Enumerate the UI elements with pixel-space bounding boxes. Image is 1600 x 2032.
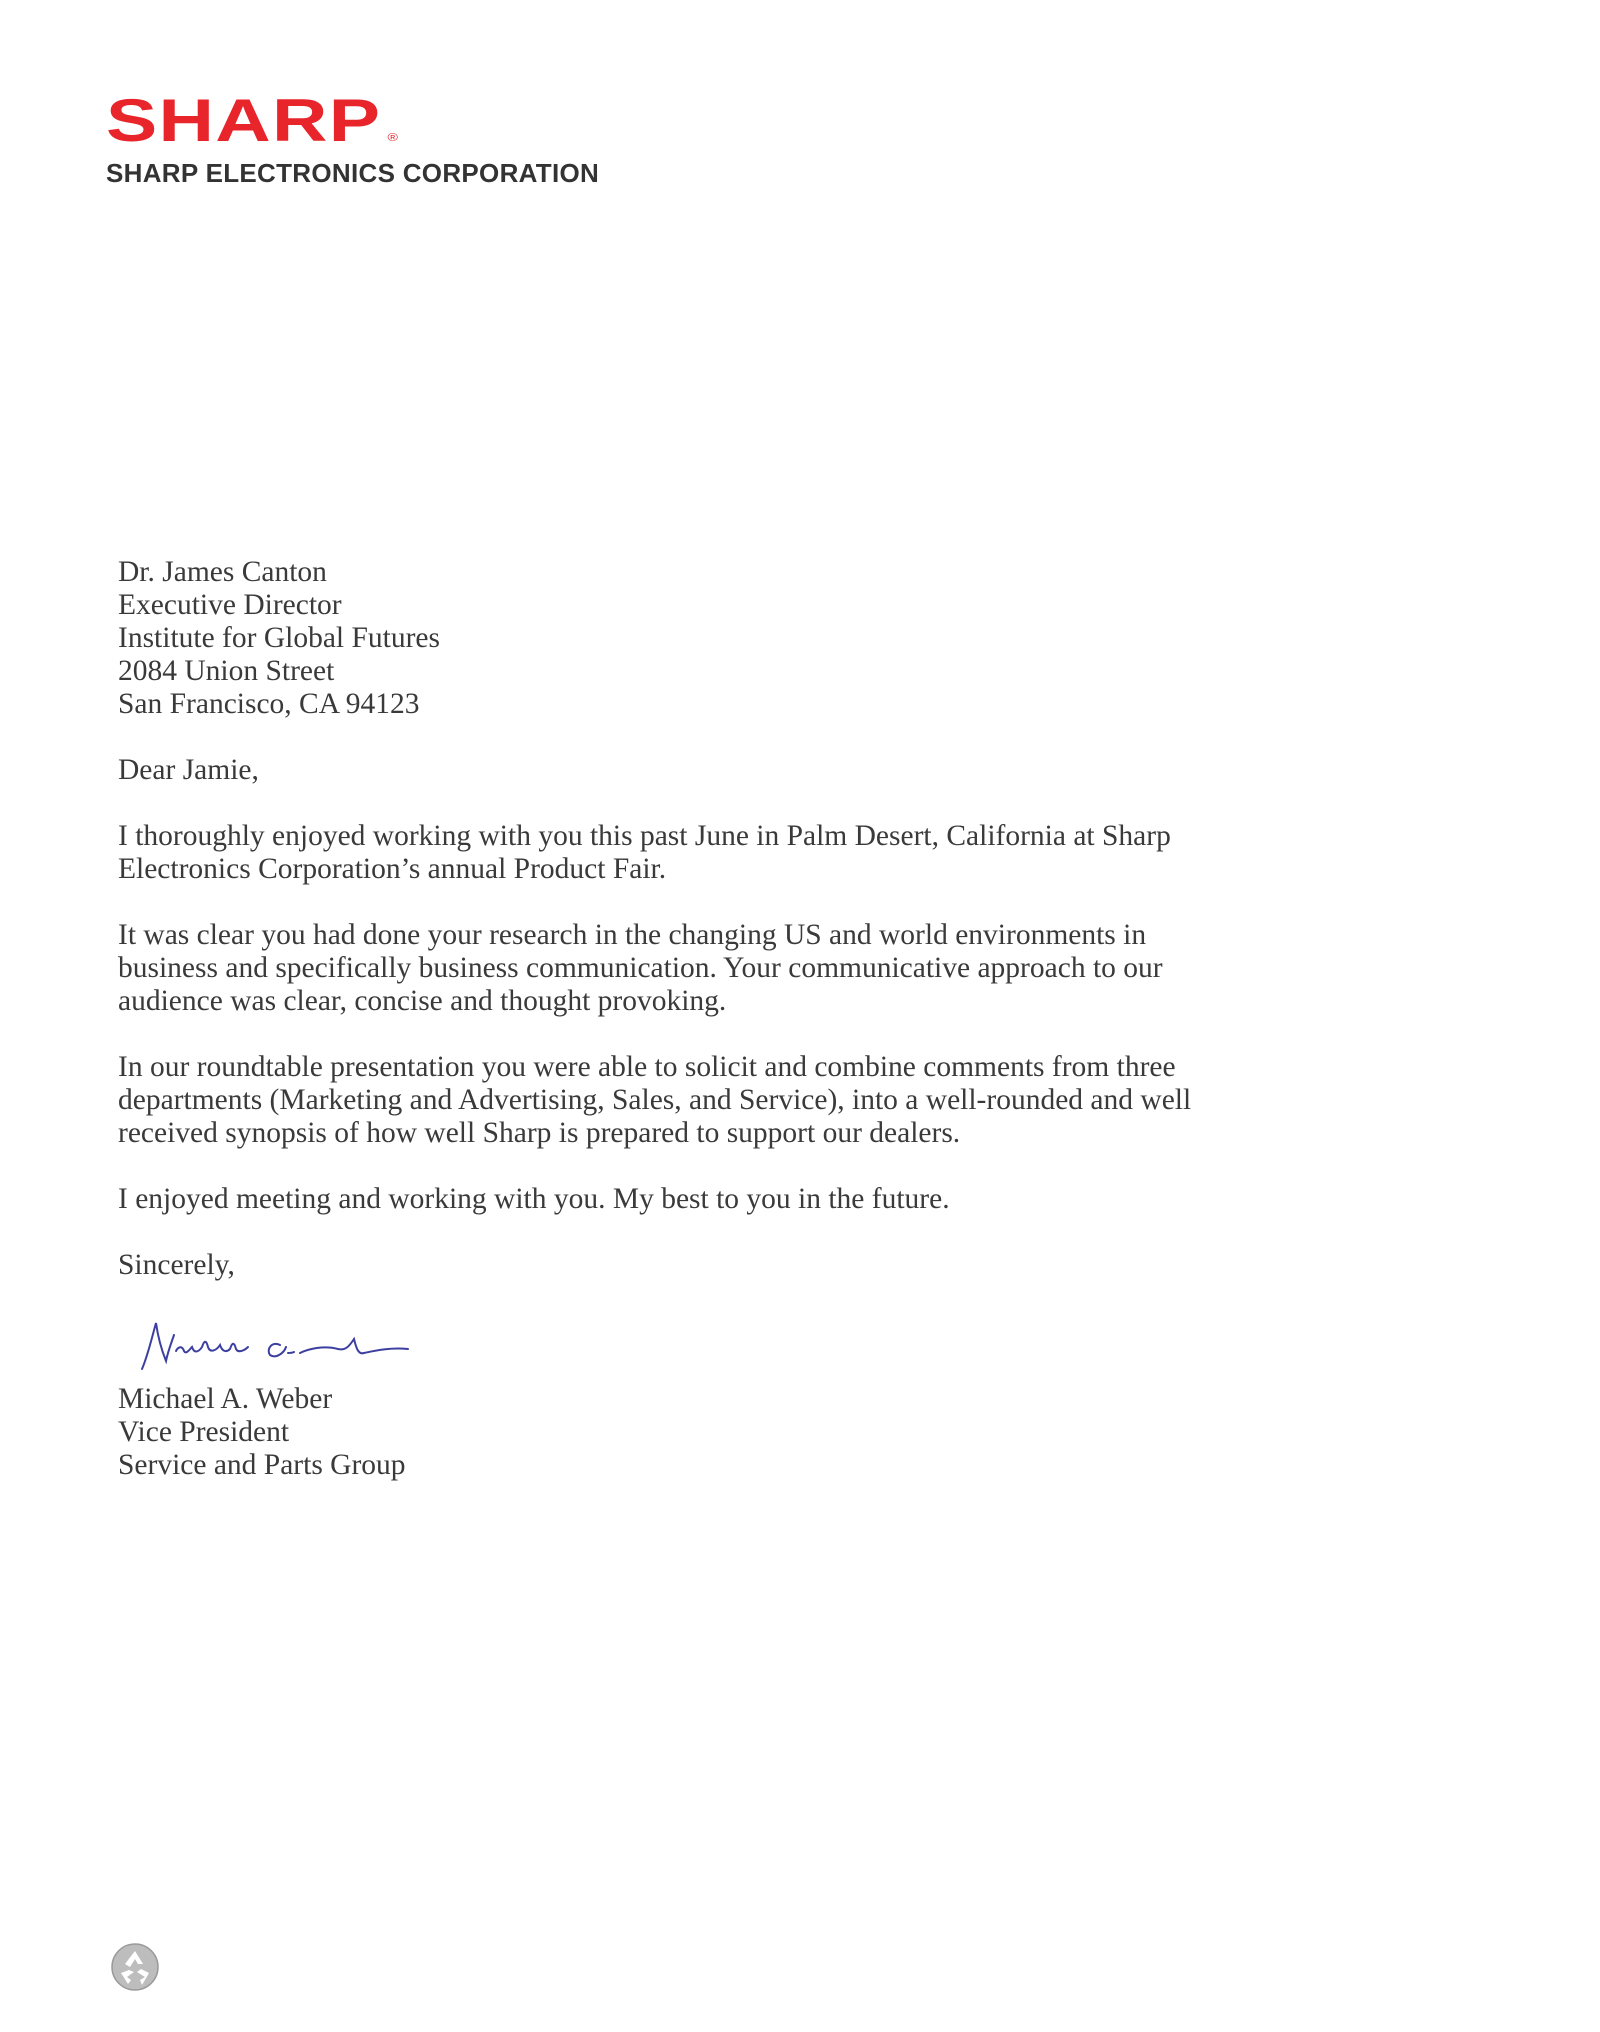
handwritten-signature [128,1315,418,1377]
salutation: Dear Jamie, [118,754,259,786]
signer-group: Service and Parts Group [118,1449,406,1481]
recipient-title: Executive Director [118,589,342,621]
signer-title: Vice President [118,1416,290,1448]
recipient-address [118,556,1348,721]
signer-block [118,1383,1348,1482]
paragraph: I thoroughly enjoyed working with you this past June in Palm Desert, California at Sharp Electronics Corporation’s annual Product Fair. [118,820,1171,885]
letterhead [106,87,600,189]
letter-body [118,556,1348,1482]
paragraph: I enjoyed meeting and working with you. My best to you in the future. [118,1183,950,1215]
sharp-logo [106,87,400,154]
recipient-city: San Francisco, CA 94123 [118,688,420,720]
recipient-street: 2084 Union Street [118,655,335,687]
logo-text: SHARP [106,87,382,154]
recycle-icon [110,1942,160,1992]
recipient-organization: Institute for Global Futures [118,622,440,654]
paragraph: In our roundtable presentation you were able to solicit and combine comments from three departments (Marketing and Advertising, Sales, and Service), into a well-rounded and well received synopsis of how well Sharp is prepared to support our dealers. [118,1051,1192,1149]
signer-name: Michael A. Weber [118,1383,333,1415]
company-name: SHARP ELECTRONICS CORPORATION [106,158,600,188]
recipient-name: Dr. James Canton [118,556,327,588]
registered-mark: ® [387,132,400,144]
paragraph: It was clear you had done your research in the changing US and world environments in business and specifically business communication. Your communicative approach to our audience was clear, concise and thought provoking. [118,919,1163,1017]
closing: Sincerely, [118,1249,235,1281]
